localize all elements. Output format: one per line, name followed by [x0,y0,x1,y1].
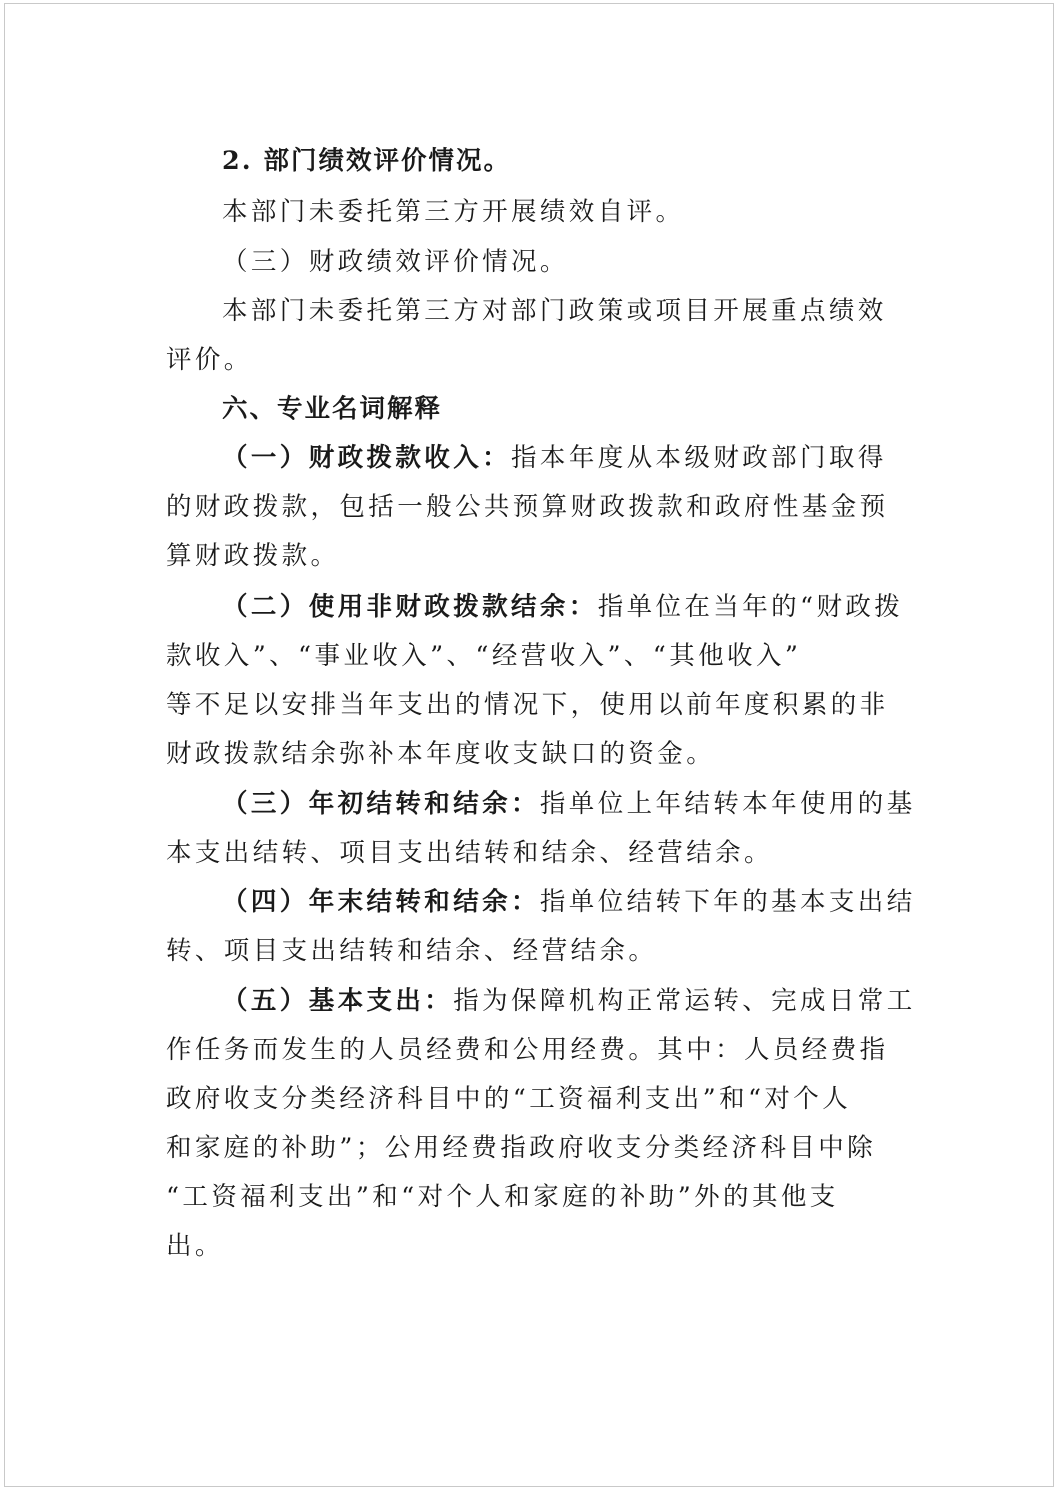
glossary-term: （三）年初结转和结余： [222,789,540,819]
line-text: 政府收支分类经济科目中的“工资福利支出”和“对个人 [166,1084,852,1114]
line-text: 本部门未委托第三方开展绩效自评。 [222,197,685,227]
line-text: 的财政拨款，包括一般公共预算财政拨款和政府性基金预 [166,492,889,522]
line-text: 评价。 [166,345,253,375]
line-text: 出。 [166,1231,224,1261]
glossary-definition: 指单位结转下年的基本支出结 [539,887,916,917]
line-text: 作任务而发生的人员经费和公用经费。其中：人员经费指 [166,1035,889,1065]
paragraph-line [166,1226,224,1266]
line-text: 等不足以安排当年支出的情况下，使用以前年度积累的非 [166,690,889,720]
line-text: 本部门未委托第三方对部门政策或项目开展重点绩效 [222,296,887,326]
paragraph-line [166,931,657,971]
glossary-term-line [222,981,916,1021]
section-heading-dept-evaluation [222,141,511,181]
glossary-term: （一）财政拨款收入： [222,443,512,473]
paragraph-line [166,685,889,725]
glossary-term-line [222,882,916,922]
line-text: 转、项目支出结转和结余、经营结余。 [166,936,658,966]
paragraph-line [166,340,253,380]
paragraph-line [222,192,684,232]
paragraph-line [166,1128,876,1168]
glossary-definition: 指为保障机构正常运转、完成日常工 [453,986,916,1016]
glossary-definition: 指单位上年结转本年使用的基 [539,789,916,819]
line-text: 款收入”、“事业收入”、“经营收入”、“其他收入” [166,641,802,671]
paragraph-line [166,1030,889,1070]
section-heading-glossary [222,389,442,429]
line-text: 算财政拨款。 [166,541,340,571]
glossary-term-line [222,784,916,824]
glossary-term-line [222,587,903,627]
glossary-term-line [222,438,887,478]
paragraph-line [166,636,801,676]
paragraph-line [166,487,889,527]
line-text: “工资福利支出”和“对个人和家庭的补助”外的其他支 [166,1182,839,1212]
glossary-definition: 指本年度从本级财政部门取得 [511,443,887,473]
line-text: 本支出结转、项目支出结转和结余、经营结余。 [166,838,773,868]
line-text: 和家庭的补助”；公用经费指政府收支分类经济科目中除 [166,1133,877,1163]
glossary-definition: 指单位在当年的“财政拨 [597,592,904,622]
paragraph-line [166,734,715,774]
line-text: （三）财政绩效评价情况。 [222,247,569,277]
paragraph-line [222,291,887,331]
paragraph-line [166,1079,851,1119]
paragraph-line [166,1177,839,1217]
line-text: 六、专业名词解释 [222,394,443,424]
glossary-term: （四）年末结转和结余： [222,887,540,917]
line-text: 财政拨款结余弥补本年度收支缺口的资金。 [166,739,716,769]
paragraph-line [166,536,339,576]
line-text: 2. 部门绩效评价情况。 [222,146,511,176]
subsection-heading-fiscal-evaluation [222,242,569,282]
glossary-term: （五）基本支出： [222,986,454,1016]
paragraph-line [166,833,773,873]
glossary-term: （二）使用非财政拨款结余： [222,592,598,622]
